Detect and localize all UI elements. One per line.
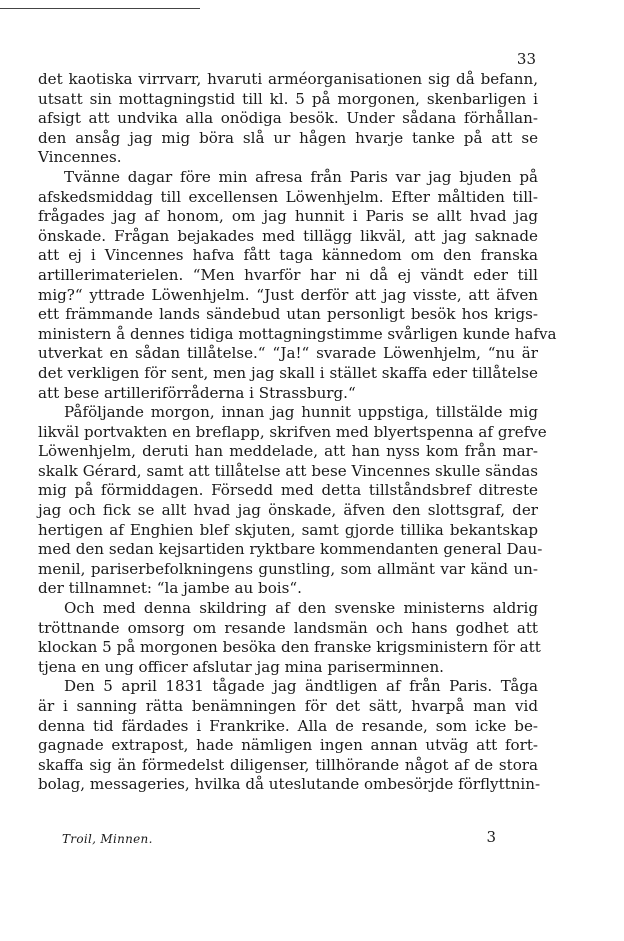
text-line: denna tid färdades i Frankrike. Alla de resande, som icke be- [38, 716, 538, 735]
text-line: der tillnamnet: “la jambe au bois“. [38, 579, 302, 598]
top-rule [0, 8, 200, 9]
text-line: skaffa sig än förmedelst diligenser, tillhörande något af de stora [38, 755, 538, 774]
text-line: artillerimaterielen. “Men hvarför har ni då ej vändt eder till [38, 265, 538, 284]
text-line: jag och fick se allt hvad jag önskade, äfven den slottsgraf, der [38, 501, 538, 520]
text-line: önskade. Frågan bejakades med tillägg likväl, att jag saknade [38, 226, 538, 245]
body-text [38, 70, 557, 795]
page-number: 33 [516, 50, 536, 68]
text-line: tjena en ung officer afslutar jag mina pariserminnen. [38, 657, 444, 676]
text-line: Vincennes. [38, 148, 122, 167]
text-line: det kaotiska virrvarr, hvaruti arméorganisationen sig då befann, [38, 70, 538, 88]
sheet-number: 3 [486, 828, 496, 846]
text-line: Tvänne dagar före min afresa från Paris var jag bjuden på [64, 167, 538, 186]
text-line: med den sedan kejsartiden ryktbare kommendanten general Dau- [38, 540, 543, 559]
text-line: afsigt att undvika alla onödiga besök. Under sådana förhållan- [38, 109, 538, 128]
text-line: skalk Gérard, samt att tillåtelse att bese Vincennes skulle sändas [38, 461, 538, 480]
text-line: afskedsmiddag till excellensen Löwenhjelm. Efter måltiden till- [38, 187, 538, 206]
text-line: ett främmande lands sändebud utan personligt besök hos krigs- [38, 305, 538, 324]
text-line: bolag, messageries, hvilka då uteslutande ombesörjde förflyttnin- [38, 775, 541, 794]
text-line: Och med denna skildring af den svenske ministerns aldrig [64, 599, 538, 618]
text-line: utverkat en sådan tillåtelse.“ “Ja!“ svarade Löwenhjelm, “nu är [38, 344, 538, 363]
text-line: likväl portvakten en breflapp, skrifven med blyertspenna af grefve [38, 422, 547, 441]
text-line: ministern å dennes tidiga mottagningstimme svårligen kunde hafva [38, 324, 557, 343]
text-line: mig på förmiddagen. Försedd med detta tillståndsbref ditreste [38, 481, 538, 500]
text-line: frågades jag af honom, om jag hunnit i Paris se allt hvad jag [38, 207, 538, 226]
text-line: hertigen af Enghien blef skjuten, samt gjorde tillika bekantskap [38, 520, 538, 539]
footer-signature: Troil, Minnen. [62, 832, 153, 846]
text-line: det verkligen för sent, men jag skall i stället skaffa eder tillåtelse [38, 363, 538, 382]
text-line: Löwenhjelm, deruti han meddelade, att han nyss kom från mar- [38, 442, 538, 461]
page-footer [62, 828, 496, 852]
text-line: att bese artilleriförråderna i Strassburg.“ [38, 383, 356, 402]
text-line: den ansåg jag mig böra slå ur hågen hvarje tanke på att se [38, 128, 538, 147]
text-line: mig?“ yttrade Löwenhjelm. “Just derför att jag visste, att äfven [38, 285, 538, 304]
text-line: Påföljande morgon, innan jag hunnit uppstiga, tillstälde mig [64, 403, 538, 422]
text-line: är i sanning rätta benämningen för det sätt, hvarpå man vid [38, 697, 538, 715]
text-line: gagnade extrapost, hade nämligen ingen annan utväg att fort- [38, 736, 538, 755]
text-line: klockan 5 på morgonen besöka den franske krigsministern för att [38, 638, 541, 657]
text-line: tröttnande omsorg om resande landsmän och hans godhet att [38, 618, 538, 637]
text-line: att ej i Vincennes hafva fått taga kännedom om den franska [38, 246, 538, 265]
text-line: menil, pariserbefolkningens gunstling, som allmänt var känd un- [38, 559, 538, 578]
text-line: Den 5 april 1831 tågade jag ändtligen af från Paris. Tåga [64, 677, 538, 696]
text-line: utsatt sin mottagningstid till kl. 5 på morgonen, skenbarligen i [38, 89, 538, 108]
